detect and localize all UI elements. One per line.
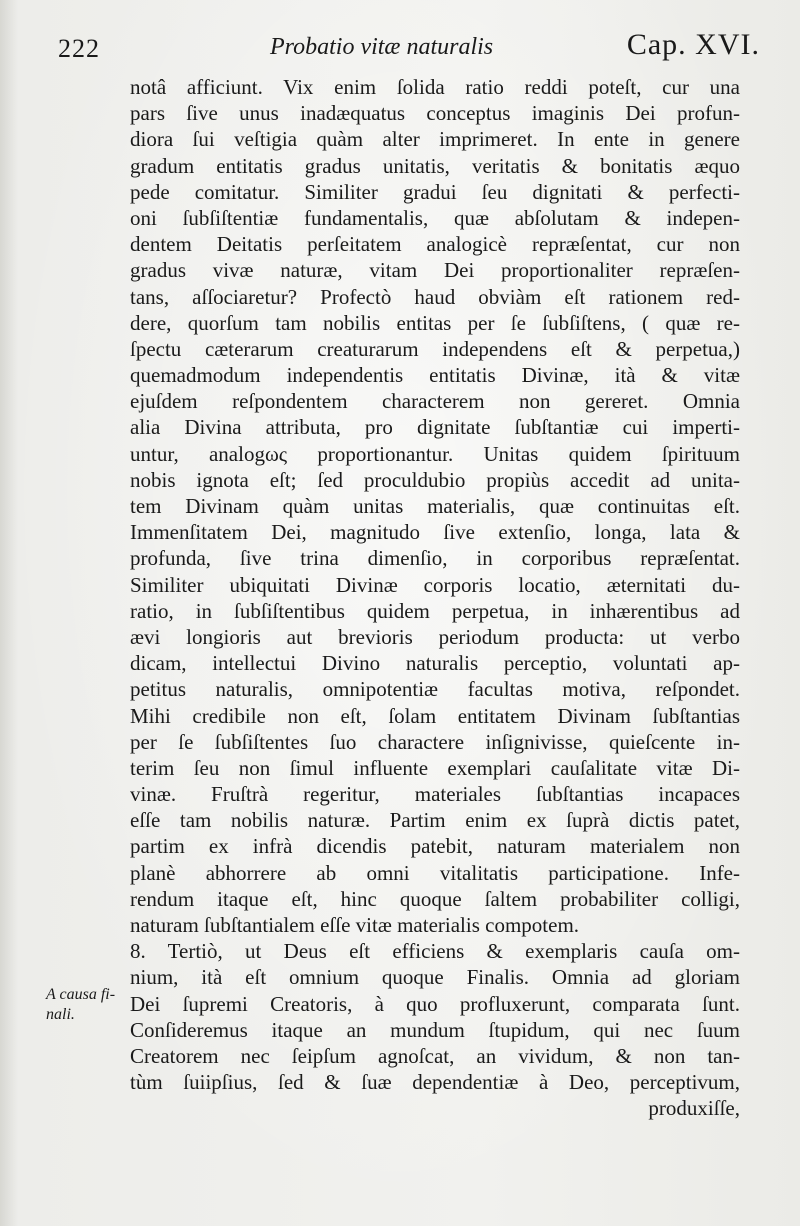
text-line: gradus vivæ naturæ, vitam Dei proportionaliter repræſen- bbox=[130, 258, 740, 283]
text-line: vinæ. Fruſtrà regeritur, materiales ſubſtantias incapaces bbox=[130, 782, 740, 807]
running-title: Probatio vitæ naturalis bbox=[270, 34, 494, 60]
text-line: alia Divina attributa, pro dignitate ſubſtantiæ cui imperti- bbox=[130, 415, 740, 440]
text-line: partim ex infrà dicendis patebit, naturam materialem non bbox=[130, 834, 740, 859]
text-line: profunda, ſive trina dimenſio, in corporibus repræſentat. bbox=[130, 546, 740, 571]
margin-note bbox=[46, 985, 126, 1025]
page-number: 222 bbox=[58, 34, 100, 63]
catchword: produxiſſe, bbox=[648, 1096, 740, 1121]
text-line: diora ſui veſtigia quàm alter imprimeret. In ente in genere bbox=[130, 127, 740, 152]
text-line: dere, quorſum tam nobilis entitas per ſe ſubſiſtens, ( quæ re- bbox=[130, 310, 740, 335]
text-line: pars ſive unus inadæquatus conceptus imaginis Dei profun- bbox=[130, 101, 740, 126]
text-line: Dei ſupremi Creatoris, à quo profluxerunt, comparata ſunt. bbox=[130, 991, 740, 1016]
text-line: pede comitatur. Similiter gradui ſeu dignitati & perfecti- bbox=[130, 179, 740, 204]
text-line: planè abhorrere ab omni vitalitatis participatione. Infe- bbox=[130, 860, 740, 885]
text-line: tùm ſuiipſius, ſed & ſuæ dependentiæ à Deo, perceptivum, bbox=[130, 1070, 740, 1095]
chapter-label: Cap. XVI. bbox=[626, 28, 760, 61]
margin-note-line: nali. bbox=[46, 1006, 75, 1023]
show-through-text bbox=[0, 150, 120, 910]
text-line: untur, analogως proportionantur. Unitas quidem ſpirituum bbox=[130, 441, 740, 466]
text-line: 8. Tertiò, ut Deus eſt efficiens & exemplaris cauſa om- bbox=[130, 939, 740, 964]
text-line: dentem Deitatis perſeitatem analogicè repræſentat, cur non bbox=[130, 232, 740, 257]
text-line: notâ afficiunt. Vix enim ſolida ratio reddi poteſt, cur una bbox=[130, 75, 740, 99]
text-line: terim ſeu non ſimul influente exemplari cauſalitate vitæ Di- bbox=[130, 755, 740, 780]
text-line: rendum itaque eſt, hinc quoque ſaltem probabiliter colligi, bbox=[130, 886, 740, 911]
margin-note-line: A causa fi- bbox=[46, 986, 116, 1003]
text-line: tem Divinam quàm unitas materialis, quæ continuitas eſt. bbox=[130, 494, 740, 518]
text-line: Conſideremus itaque an mundum ſtupidum, qui nec ſuum bbox=[130, 1017, 740, 1042]
text-line: ratio, in ſubſiſtentibus quidem perpetua, in inhærentibus ad bbox=[130, 598, 740, 623]
page-header bbox=[58, 28, 760, 72]
text-line: ejuſdem reſpondentem characterem non gereret. Omnia bbox=[130, 389, 740, 414]
text-line: eſſe tam nobilis naturæ. Partim enim ex ſuprà dictis patet, bbox=[130, 808, 740, 833]
text-line: naturam ſubſtantialem eſſe vitæ materialis compotem. bbox=[130, 913, 580, 937]
text-line: ſpectu cæterarum creaturarum independens eſt & perpetua,) bbox=[130, 336, 740, 361]
text-line: oni ſubſiſtentiæ fundamentalis, quæ abſolutam & indepen- bbox=[130, 205, 740, 230]
text-line: dicam, intellectui Divino naturalis perceptio, voluntati ap- bbox=[130, 651, 740, 676]
text-line: Similiter ubiquitati Divinæ corporis locatio, æternitati du- bbox=[130, 572, 740, 597]
text-line: Creatorem nec ſeipſum agnoſcat, an vividum, & non tan- bbox=[130, 1043, 740, 1068]
text-line: petitus naturalis, omnipotentiæ facultas motiva, reſpondet. bbox=[130, 677, 740, 702]
text-line: ævi longioris aut brevioris periodum producta: ut verbo bbox=[130, 624, 740, 649]
text-line: Mihi credibile non eſt, ſolam entitatem Divinam ſubſtantias bbox=[130, 703, 740, 728]
text-line: Immenſitatem Dei, magnitudo ſive extenſio, longa, lata & bbox=[130, 520, 740, 545]
text-line: nium, ità eſt omnium quoque Finalis. Omnia ad gloriam bbox=[130, 965, 740, 990]
text-line: quemadmodum independentis entitatis Divinæ, ità & vitæ bbox=[130, 363, 740, 388]
body-text bbox=[130, 74, 740, 1122]
text-line: gradum entitatis gradus unitatis, veritatis & bonitatis æquo bbox=[130, 153, 740, 178]
text-line: nobis ignota eſt; ſed proculdubio propiùs accedit ad unita- bbox=[130, 467, 740, 492]
text-line: tans, aſſociaretur? Profectò haud obviàm eſt rationem red- bbox=[130, 284, 740, 309]
text-line: per ſe ſubſiſtentes ſuo charactere inſignivisse, quieſcente in- bbox=[130, 729, 740, 754]
